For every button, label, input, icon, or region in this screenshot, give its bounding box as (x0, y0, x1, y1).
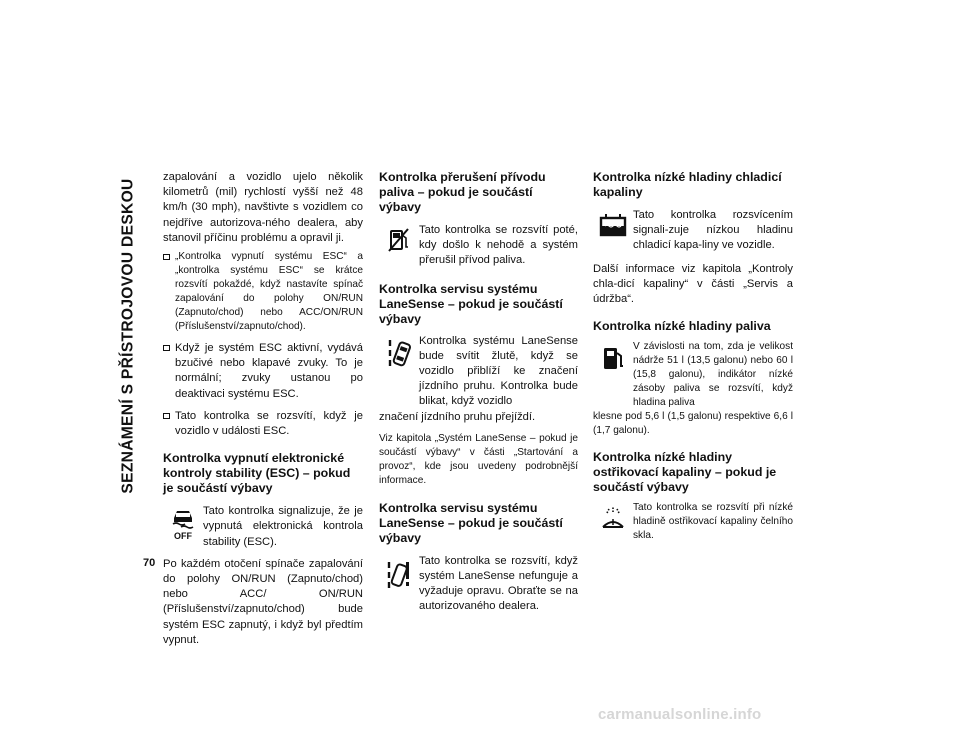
bullet-square-icon (163, 413, 170, 419)
off-label: OFF (174, 531, 192, 542)
section-heading: Kontrolka servisu systému LaneSense – pokud je součástí výbavy (379, 500, 563, 545)
indicator-block (379, 223, 578, 269)
bullet-text: „Kontrolka vypnutí systému ESC“ a „kontrolka systému ESC“ se krátce rozsvítí pokaždé, když nastavíte spínač zapalování do polohy ON/RUN (Zapnuto/chod) nebo ACC/ON/RUN (Příslušenství/zapnuto/chod). (175, 251, 363, 333)
coolant-level-icon (593, 208, 633, 238)
indicator-text-continued: značení jízdního pruhu přejíždí. (379, 410, 536, 423)
bullet-square-icon (163, 254, 170, 260)
lanesense-service-icon (379, 554, 419, 592)
column-3 (593, 170, 793, 543)
indicator-text: Tato kontrolka se rozsvítí při nízké hladině ostřikovací kapaliny čelního skla. (633, 502, 793, 542)
section-heading: Kontrolka servisu systému LaneSense – pokud je součástí výbavy (379, 281, 563, 326)
column-2 (379, 170, 578, 615)
chapter-title-text: SEZNÁMENÍ S PŘÍSTROJOVOU DESKOU (120, 178, 137, 494)
indicator-text: Tato kontrolka se rozsvítí poté, kdy došlo k nehodě a systém přerušil přívod paliva. (419, 224, 578, 267)
bullet-item (163, 250, 363, 334)
section-heading: Kontrolka vypnutí elektronické kontroly stability (ESC) – pokud je součástí výbavy (163, 451, 351, 496)
watermark: carmanualsonline.info (598, 706, 762, 723)
indicator-text: Tato kontrolka rozsvícením signali-zuje nízkou hladinu chladicí kapa-liny ve vozidle. (633, 209, 793, 252)
bullet-square-icon (163, 345, 170, 351)
section-heading: Kontrolka nízké hladiny paliva (593, 319, 771, 334)
indicator-text: V závislosti na tom, zda je velikost nádrže 51 l (13,5 galonu) nebo 60 l (15,8 galonu), indikátor nízké zásoby paliva se rozsvítí, když hladina paliva (633, 341, 793, 409)
bullet-item (163, 409, 363, 439)
note-paragraph: Viz kapitola „Systém LaneSense – pokud je součástí výbavy“ v části „Startování a provoz“, kde jsou uvedeny podrobnější informace. (379, 432, 578, 486)
section-heading: Kontrolka nízké hladiny chladicí kapaliny (593, 170, 782, 199)
section-heading: Kontrolka nízké hladiny ostřikovací kapaliny – pokud je součástí výbavy (593, 450, 777, 495)
section-heading: Kontrolka přerušení přívodu paliva – pokud je součástí výbavy (379, 170, 546, 214)
indicator-text: Tato kontrolka se rozsvítí, když systém LaneSense nefunguje a vyžaduje opravu. Obraťte se na autorizovaného dealera. (419, 554, 578, 613)
indicator-block (163, 504, 363, 550)
indicator-block (379, 334, 578, 410)
indicator-block (593, 340, 793, 410)
bullet-text: Když je systém ESC aktivní, vydává bzučivé nebo klapavé zvuky. To je normální; zvuky ustanou po deaktivaci systému ESC. (175, 342, 363, 400)
outro-paragraph: Po každém otočení spínače zapalování do polohy ON/RUN (Zapnuto/chod) nebo ACC/ ON/RUN (Příslušenství/zapnuto/chod) bude systém ESC zapnutý, i když byl předtím vypnut. (163, 557, 363, 646)
fuel-pump-icon (593, 340, 633, 372)
indicator-text: Tato kontrolka signalizuje, že je vypnutá elektronická kontrola stability (ESC). (203, 505, 363, 548)
lanesense-icon (379, 334, 419, 372)
indicator-block (593, 501, 793, 543)
column-1 (163, 170, 363, 648)
bullet-text: Tato kontrolka se rozsvítí, když je vozidlo v události ESC. (175, 409, 363, 438)
intro-paragraph: zapalování a vozidlo ujelo několik kilometrů (mil) rychlostí vyšší než 48 km/h (30 mph), navštivte s vozidlem co nejdříve autorizova-ného dealera, aby stanovil příčinu problému a opravil ji. (163, 171, 363, 244)
page-number: 70 (143, 557, 156, 569)
esc-off-icon (163, 504, 203, 541)
sidebar-chapter-title (112, 161, 146, 511)
indicator-block (379, 554, 578, 615)
washer-fluid-icon (593, 501, 633, 531)
indicator-text-continued: klesne pod 5,6 l (1,5 galonu) respektive 6,6 l (1,7 galonu). (593, 411, 793, 437)
bullet-item (163, 341, 363, 402)
indicator-block (593, 208, 793, 254)
info-paragraph: Další informace viz kapitola „Kontroly chla-dicí kapaliny“ v části „Servis a údržba“. (593, 262, 793, 306)
fuel-shutoff-icon (379, 223, 419, 253)
skidding-car-icon (170, 508, 196, 530)
indicator-text: Kontrolka systému LaneSense bude svítit žlutě, když se vozidlo přiblíží ke značení jízdního pruhu. Kontrolka bude blikat, když vozidlo (419, 334, 578, 408)
